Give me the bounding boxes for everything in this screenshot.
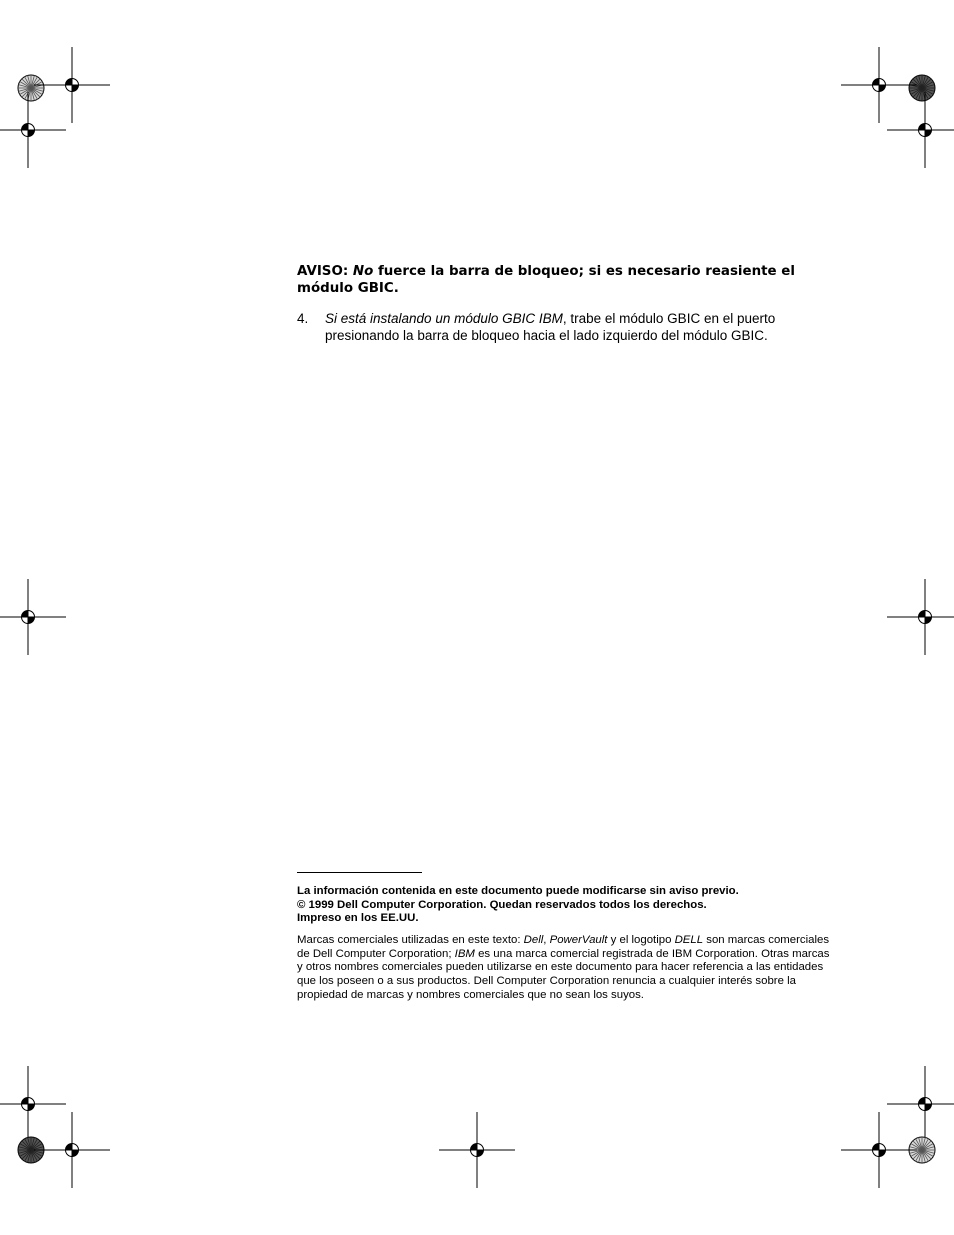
trademarks-paragraph: [297, 934, 837, 1003]
legal-notice: [297, 885, 837, 926]
registration-target-quadrant: [919, 611, 926, 618]
tm-comma: ,: [543, 934, 550, 946]
registration-target-quadrant: [919, 1098, 926, 1105]
tm-text-4: es una marca comercial registrada de IBM Corporation. Otras marcas y otros nombres comerciales pueden utilizarse en este documento para hacer referencia a las entidades que los poseen o a sus productos. Dell Computer Corporation renuncia a cualquier interés sobre la propiedad de marcas y nombres comerciales que no sean los suyos.: [297, 947, 830, 1001]
legal-line-1: La información contenida en este documento puede modificarse sin aviso previo.: [297, 885, 739, 897]
registration-target-quadrant: [22, 1098, 29, 1105]
registration-target-quadrant: [28, 617, 35, 624]
tm-dell: Dell: [523, 934, 544, 946]
tm-text-1: Marcas comerciales utilizadas en este texto:: [297, 934, 524, 946]
step-item: [297, 310, 837, 344]
registration-target-quadrant: [66, 79, 73, 86]
legal-line-3: Impreso en los EE.UU.: [297, 912, 419, 925]
registration-target-quadrant: [919, 124, 926, 131]
step-number: 4.: [297, 311, 309, 326]
tm-text-2: y el logotipo: [607, 934, 675, 946]
registration-target-quadrant: [471, 1144, 478, 1151]
registration-target-quadrant: [879, 85, 886, 92]
notice-label: AVISO:: [297, 264, 349, 279]
registration-target-quadrant: [72, 85, 79, 92]
registration-target-quadrant: [925, 130, 932, 137]
registration-target-quadrant: [28, 1104, 35, 1111]
registration-target-quadrant: [873, 79, 880, 86]
registration-target-quadrant: [925, 617, 932, 624]
step-emphasis: Si está instalando un módulo GBIC IBM: [325, 311, 563, 326]
registration-target-quadrant: [22, 124, 29, 131]
registration-target-quadrant: [22, 611, 29, 618]
notice-emphasis: No: [352, 264, 374, 279]
legal-line-2: © 1999 Dell Computer Corporation. Quedan reservados todos los derechos.: [297, 898, 707, 911]
registration-target-quadrant: [72, 1150, 79, 1157]
notice-text: fuerce la barra de bloqueo; si es necesario reasiente el módulo GBIC.: [297, 264, 795, 296]
tm-dell-logo: DELL: [674, 934, 704, 946]
notice-paragraph: [297, 263, 837, 297]
registration-target-quadrant: [879, 1150, 886, 1157]
registration-target-quadrant: [28, 130, 35, 137]
tm-ibm: IBM: [454, 947, 475, 960]
step-text: , trabe el módulo GBIC en el puerto presionando la barra de bloqueo hacia el lado izquierdo del módulo GBIC.: [325, 311, 776, 343]
registration-target-quadrant: [925, 1104, 932, 1111]
registration-target-quadrant: [66, 1144, 73, 1151]
step-body: [325, 310, 837, 344]
registration-target-quadrant: [873, 1144, 880, 1151]
registration-target-quadrant: [477, 1150, 484, 1157]
tm-text-3: son marcas comerciales de Dell Computer Corporation;: [297, 934, 830, 960]
footnote-rule: [297, 872, 422, 873]
tm-powervault: PowerVault: [549, 934, 608, 946]
